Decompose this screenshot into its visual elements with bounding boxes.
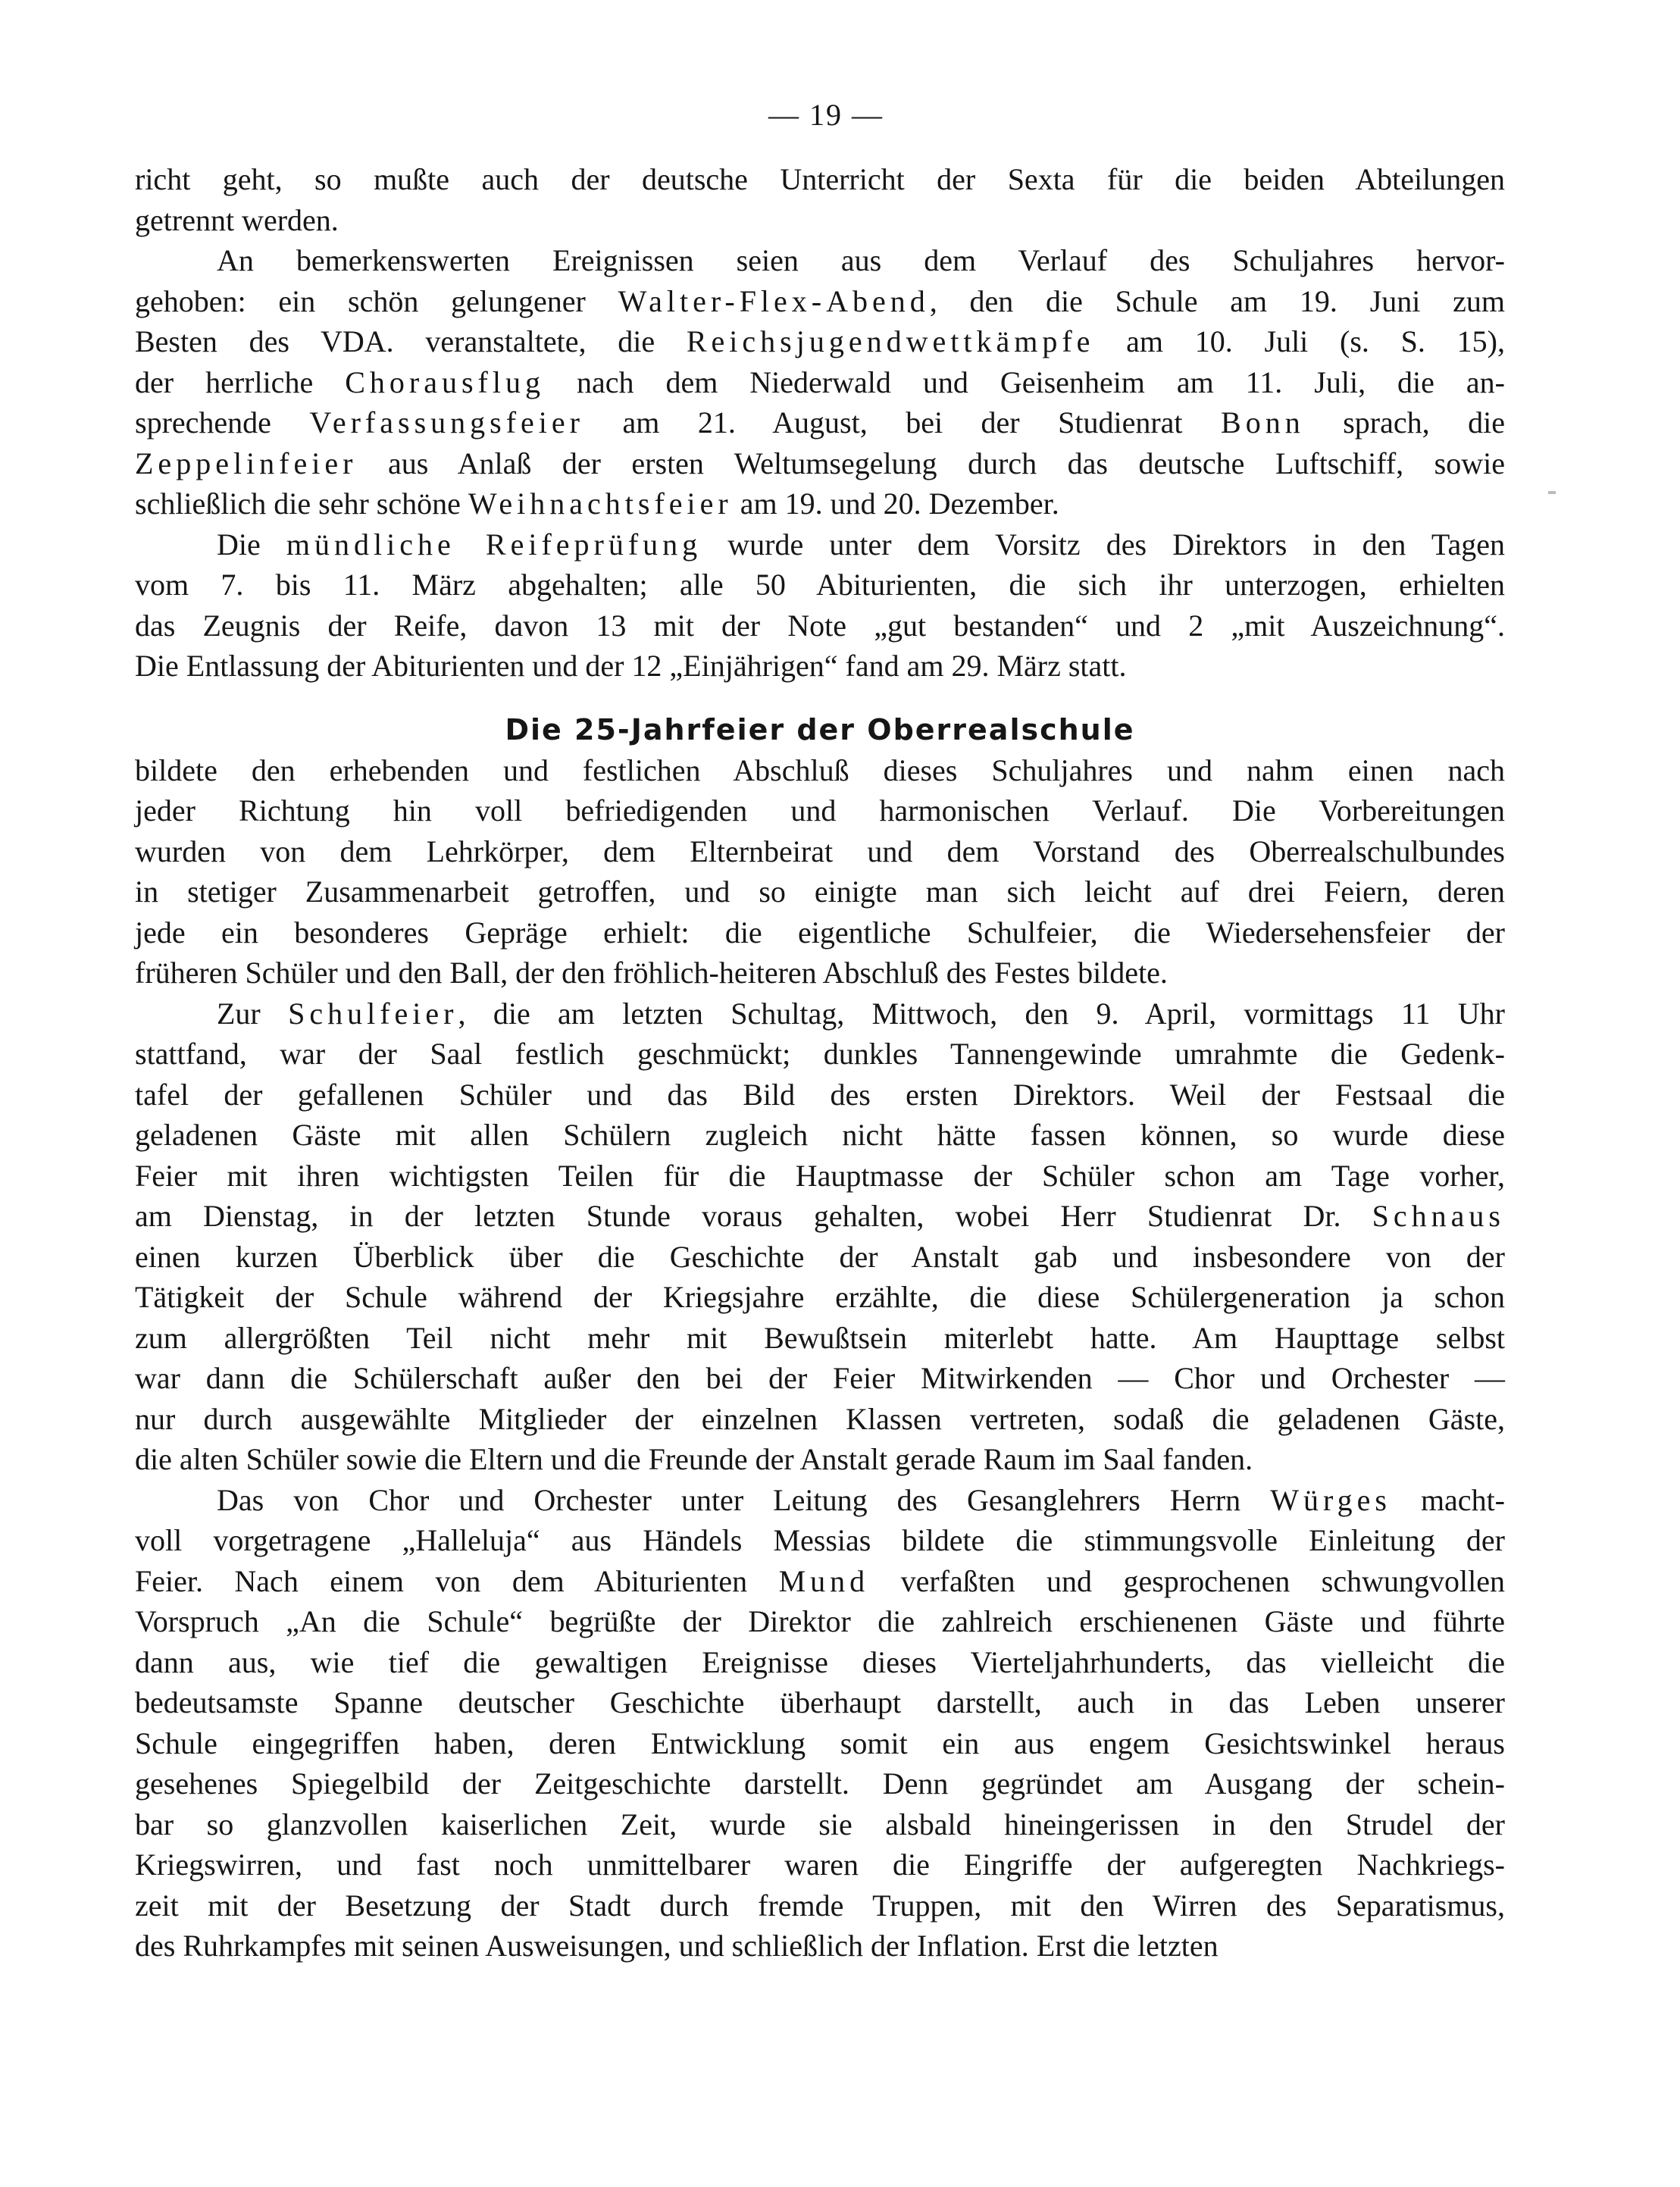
text-line — [135, 281, 1505, 322]
text-line — [135, 1723, 1505, 1764]
text-line — [135, 1926, 1505, 1966]
text-segment: sprechende — [135, 405, 310, 440]
text-segment: vom 7. bis 11. März abgehalten; alle 50 Abiturienten, die sich ihr unterzogen, erhielten — [135, 568, 1505, 602]
text-line — [135, 912, 1505, 953]
text-line — [135, 1844, 1505, 1885]
text-segment: aus Anlaß der ersten Weltumsegelung durch das deutsche Luftschiff, sowie — [357, 446, 1505, 480]
emphasized-text: Chorausflug — [345, 364, 545, 399]
paragraph-1 — [135, 159, 1505, 240]
text-line — [135, 1439, 1505, 1480]
emphasized-text: Weihnachtsfeier — [468, 487, 733, 521]
text-segment: zum allergrößten Teil nicht mehr mit Bewußtsein miterlebt hatte. Am Haupttage selbst — [135, 1320, 1505, 1355]
emphasized-text: Schulfeier — [288, 996, 458, 1031]
text-line — [135, 443, 1505, 484]
section-heading: Die 25-Jahrfeier der Oberrealschule — [505, 712, 1135, 746]
text-segment: Kriegswirren, und fast noch unmittelbarer waren die Eingriffe der aufgeregten Nachkriegs- — [135, 1848, 1505, 1882]
emphasized-text: Verfassungsfeier — [309, 405, 584, 440]
text-segment: Die Entlassung der Abiturienten und der 12 „Einjährigen“ fand am 29. März statt. — [135, 649, 1127, 683]
text-line — [135, 362, 1505, 403]
text-segment: das Zeugnis der Reife, davon 13 mit der Note „gut bestanden“ und 2 „mit Auszeichnung“. — [135, 608, 1505, 643]
text-line — [135, 993, 1505, 1034]
scan-mark — [1548, 491, 1556, 494]
text-segment: jede ein besonderes Gepräge erhielt: die eigentliche Schulfeier, die Wiedersehensfeier der — [135, 915, 1505, 950]
text-line — [135, 1115, 1505, 1156]
emphasized-text: Walter-Flex-Abend — [618, 283, 930, 318]
emphasized-text: Reichsjugendwettkämpfe — [686, 324, 1095, 358]
text-segment: jeder Richtung hin voll befriedigenden und harmonischen Verlauf. Die Vorbereitungen — [135, 793, 1505, 828]
text-line — [135, 483, 1505, 524]
text-segment: am 21. August, bei der Studienrat — [583, 405, 1222, 440]
text-segment: Zur — [217, 996, 289, 1031]
text-line — [135, 1196, 1505, 1237]
text-line — [135, 1682, 1505, 1723]
text-line — [135, 1156, 1505, 1197]
text-segment: Feier mit ihren wichtigsten Teilen für die Hauptmasse der Schüler schon am Tage vorher, — [135, 1158, 1505, 1193]
text-line — [135, 1885, 1505, 1926]
text-segment: tafel der gefallenen Schüler und das Bild des ersten Direktors. Weil der Festsaal die — [135, 1077, 1505, 1112]
paragraph-4 — [135, 750, 1505, 993]
text-segment: dann aus, wie tief die gewaltigen Ereignisse dieses Vierteljahrhunderts, das vielleicht die — [135, 1644, 1505, 1679]
text-segment: nach dem Niederwald und Geisenheim am 11. Juli, die an- — [544, 364, 1505, 399]
text-segment: sprach, die — [1304, 405, 1505, 440]
text-line — [135, 159, 1505, 200]
text-line — [135, 871, 1505, 912]
text-segment: An bemerkenswerten Ereignissen seien aus dem Verlauf des Schuljahres hervor- — [217, 243, 1505, 277]
text-line — [135, 524, 1505, 565]
text-segment: am Dienstag, in der letzten Stunde voraus gehalten, wobei Herr Studienrat Dr. — [135, 1199, 1372, 1233]
text-segment: stattfand, war der Saal festlich geschmückt; dunkles Tannengewinde umrahmte die Gedenk- — [135, 1037, 1505, 1071]
emphasized-text: Würges — [1270, 1482, 1391, 1517]
text-line — [135, 402, 1505, 443]
text-segment: in stetiger Zusammenarbeit getroffen, und so einigte man sich leicht auf drei Feiern, deren — [135, 874, 1505, 909]
text-line — [135, 831, 1505, 872]
text-line — [135, 1804, 1505, 1845]
text-line — [135, 790, 1505, 831]
text-segment: voll vorgetragene „Halleluja“ aus Händels Messias bildete die stimmungsvolle Einleitung der — [135, 1523, 1505, 1557]
text-line — [135, 1237, 1505, 1278]
text-segment: gesehenes Spiegelbild der Zeitgeschichte darstellt. Denn gegründet am Ausgang der schein- — [135, 1766, 1505, 1801]
text-line — [135, 750, 1505, 791]
emphasized-text: Zeppelinfeier — [135, 446, 358, 480]
text-segment: früheren Schüler und den Ball, der den fröhlich-heiteren Abschluß des Festes bildete. — [135, 956, 1168, 990]
text-segment: war dann die Schülerschaft außer den bei der Feier Mitwirkenden — Chor und Orchester — — [135, 1361, 1505, 1395]
text-segment: des Ruhrkampfes mit seinen Ausweisungen, und schließlich der Inflation. Erst die letzten — [135, 1929, 1219, 1963]
text-segment: Tätigkeit der Schule während der Kriegsjahre erzählte, die diese Schülergeneration ja schon — [135, 1280, 1505, 1314]
text-segment: richt geht, so mußte auch der deutsche Unterricht der Sexta für die beiden Abteilungen — [135, 162, 1505, 196]
text-line — [135, 321, 1505, 362]
text-line — [135, 1277, 1505, 1318]
text-segment: Feier. Nach einem von dem Abiturienten — [135, 1563, 779, 1598]
paragraph-3 — [135, 524, 1505, 687]
text-segment: gehoben: ein schön gelungener — [135, 283, 618, 318]
text-segment: am 19. und 20. Dezember. — [732, 487, 1059, 521]
text-line — [135, 1601, 1505, 1642]
text-segment: bedeutsamste Spanne deutscher Geschichte überhaupt darstellt, auch in das Leben unserer — [135, 1685, 1505, 1719]
text-segment: am 10. Juli (s. S. 15), — [1094, 324, 1505, 358]
text-segment: macht- — [1391, 1482, 1505, 1517]
text-segment: getrennt werden. — [135, 202, 339, 237]
text-segment: bildete den erhebenden und festlichen Abschluß dieses Schuljahres und nahm einen nach — [135, 752, 1505, 787]
text-segment: der herrliche — [135, 364, 346, 399]
text-segment: Die — [217, 527, 286, 562]
text-segment: einen kurzen Überblick über die Geschichte der Anstalt gab und insbesondere von der — [135, 1239, 1505, 1274]
text-segment: die alten Schüler sowie die Eltern und die Freunde der Anstalt gerade Raum im Saal fanden. — [135, 1442, 1253, 1476]
text-line — [135, 1520, 1505, 1561]
text-line — [135, 1561, 1505, 1602]
paragraph-2 — [135, 240, 1505, 524]
text-segment: Schule eingegriffen haben, deren Entwicklung somit ein aus engem Gesichtswinkel heraus — [135, 1726, 1505, 1760]
text-segment: schließlich die sehr schöne — [135, 487, 468, 521]
emphasized-text: Mund — [778, 1563, 870, 1598]
text-line — [135, 646, 1505, 687]
emphasized-text: Bonn — [1221, 405, 1305, 440]
text-line — [135, 200, 1505, 241]
text-line — [135, 1642, 1505, 1683]
text-segment: wurde unter dem Vorsitz des Direktors in den Tagen — [702, 527, 1505, 562]
text-line — [135, 1318, 1505, 1359]
text-segment: Vorspruch „An die Schule“ begrüßte der Direktor die zahlreich erschienenen Gäste und führte — [135, 1604, 1505, 1638]
text-segment: bar so glanzvollen kaiserlichen Zeit, wurde sie alsbald hineingerissen in den Strudel der — [135, 1807, 1505, 1841]
text-line — [135, 605, 1505, 646]
text-segment: verfaßten und gesprochenen schwungvollen — [869, 1563, 1505, 1598]
text-line — [135, 1763, 1505, 1804]
emphasized-text: mündliche Reifeprüfung — [286, 527, 702, 562]
page-number: — 19 — — [768, 98, 884, 132]
text-segment: , den die Schule am 19. Juni zum — [929, 283, 1505, 318]
text-segment: zeit mit der Besetzung der Stadt durch fremde Truppen, mit den Wirren des Separatismus, — [135, 1888, 1505, 1923]
emphasized-text: Schnaus — [1372, 1199, 1505, 1233]
text-segment: Besten des VDA. veranstaltete, die — [135, 324, 687, 358]
text-line — [135, 1075, 1505, 1115]
text-line — [135, 953, 1505, 993]
text-line — [135, 240, 1505, 281]
body-text — [135, 159, 1505, 1966]
text-segment: wurden von dem Lehrkörper, dem Elternbeirat und dem Vorstand des Oberrealschulbundes — [135, 834, 1505, 868]
text-segment: nur durch ausgewählte Mitglieder der einzelnen Klassen vertreten, sodaß die geladenen Gäste, — [135, 1401, 1505, 1436]
text-segment: , die am letzten Schultag, Mittwoch, den 9. April, vormittags 11 Uhr — [458, 996, 1505, 1031]
text-line — [135, 1358, 1505, 1399]
text-line — [135, 1399, 1505, 1440]
text-segment: Das von Chor und Orchester unter Leitung des Gesanglehrers Herrn — [217, 1482, 1271, 1517]
paragraph-6 — [135, 1480, 1505, 1966]
text-line — [135, 1480, 1505, 1521]
text-segment: geladenen Gäste mit allen Schülern zugleich nicht hätte fassen können, so wurde diese — [135, 1118, 1505, 1152]
text-line — [135, 565, 1505, 605]
text-line — [135, 1034, 1505, 1075]
paragraph-5 — [135, 993, 1505, 1480]
